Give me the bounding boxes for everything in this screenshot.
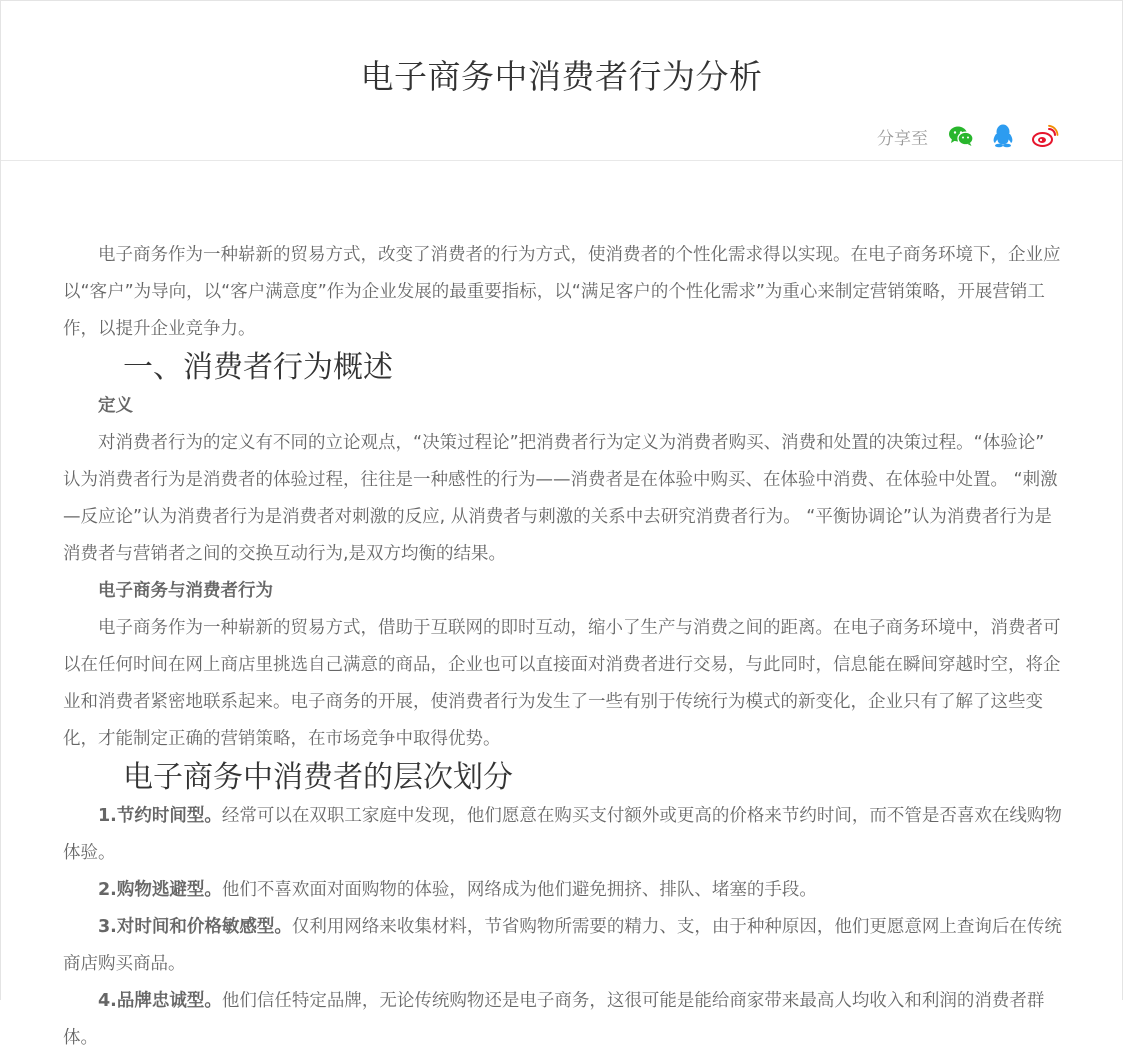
list-item-label: 1.节约时间型。 — [98, 806, 222, 826]
section-heading: 电子商务中消费者的层次划分 — [123, 760, 513, 795]
list-item — [63, 983, 1063, 1057]
list-item-label: 4.品牌忠诚型。 — [98, 991, 222, 1011]
list-item — [63, 798, 1063, 872]
list-item — [63, 909, 1063, 983]
subheading: 电子商务与消费者行为 — [98, 581, 273, 601]
list-item — [63, 872, 1063, 909]
list-item-label: 3.对时间和价格敏感型。 — [98, 917, 292, 937]
intro-paragraph: 电子商务作为一种崭新的贸易方式，改变了消费者的行为方式，使消费者的个性化需求得以实现。在电子商务环境下，企业应以“客户”为导向，以“客户满意度”作为企业发展的最重要指标，以“满足客户的个性化需求”为重心来制定营销策略，开展营销工作，以提升企业竞争力。 — [63, 245, 1061, 339]
article-body — [63, 237, 1063, 1057]
section-heading: 一、消费者行为概述 — [123, 350, 393, 385]
share-bar — [877, 121, 1060, 151]
share-label: 分享至 — [877, 128, 928, 149]
article-header — [1, 1, 1122, 161]
weibo-icon[interactable] — [1030, 121, 1060, 151]
list-item-text: 仅利用网络来收集材料，节省购物所需要的精力、支，由于种种原因，他们更愿意网上查询后在传统商店购买商品。 — [63, 917, 1062, 974]
definition-paragraph: 对消费者行为的定义有不同的立论观点，“决策过程论”把消费者行为定义为消费者购买、消费和处置的决策过程。“体验论” 认为消费者行为是消费者的体验过程，往往是一种感性的行为——消费者是在体验中购买、在体验中消费、在体验中处置。 “刺激—反应论”认为消费者行为是消费者对刺激的反应, 从消费者与刺激的关系中去研究消费者行为。 “平衡协调论”认为消费者行为是消费者与营销者之间的交换互动行为,是双方均衡的结果。 — [63, 433, 1058, 564]
wechat-icon[interactable] — [946, 121, 976, 151]
list-item-label: 2.购物逃避型。 — [98, 880, 222, 900]
list-item-text: 经常可以在双职工家庭中发现，他们愿意在购买支付额外或更高的价格来节约时间，而不管是否喜欢在线购物体验。 — [63, 806, 1062, 863]
list-item-text: 他们不喜欢面对面购物的体验，网络成为他们避免拥挤、排队、堵塞的手段。 — [221, 880, 817, 900]
article-title: 电子商务中消费者行为分析 — [360, 57, 763, 96]
ecommerce-paragraph: 电子商务作为一种崭新的贸易方式，借助于互联网的即时互动，缩小了生产与消费之间的距离。在电子商务环境中，消费者可以在任何时间在网上商店里挑选自己满意的商品，企业也可以直接面对消费者进行交易，与此同时，信息能在瞬间穿越时空，将企业和消费者紧密地联系起来。电子商务的开展，使消费者行为发生了一些有别于传统行为模式的新变化，企业只有了解了这些变化，才能制定正确的营销策略，在市场竞争中取得优势。 — [63, 618, 1061, 749]
list-item-text: 他们信任特定品牌，无论传统购物还是电子商务，这很可能是能给商家带来最高人均收入和利润的消费者群体。 — [63, 991, 1045, 1048]
subheading: 定义 — [98, 396, 133, 416]
qq-icon[interactable] — [988, 121, 1018, 151]
